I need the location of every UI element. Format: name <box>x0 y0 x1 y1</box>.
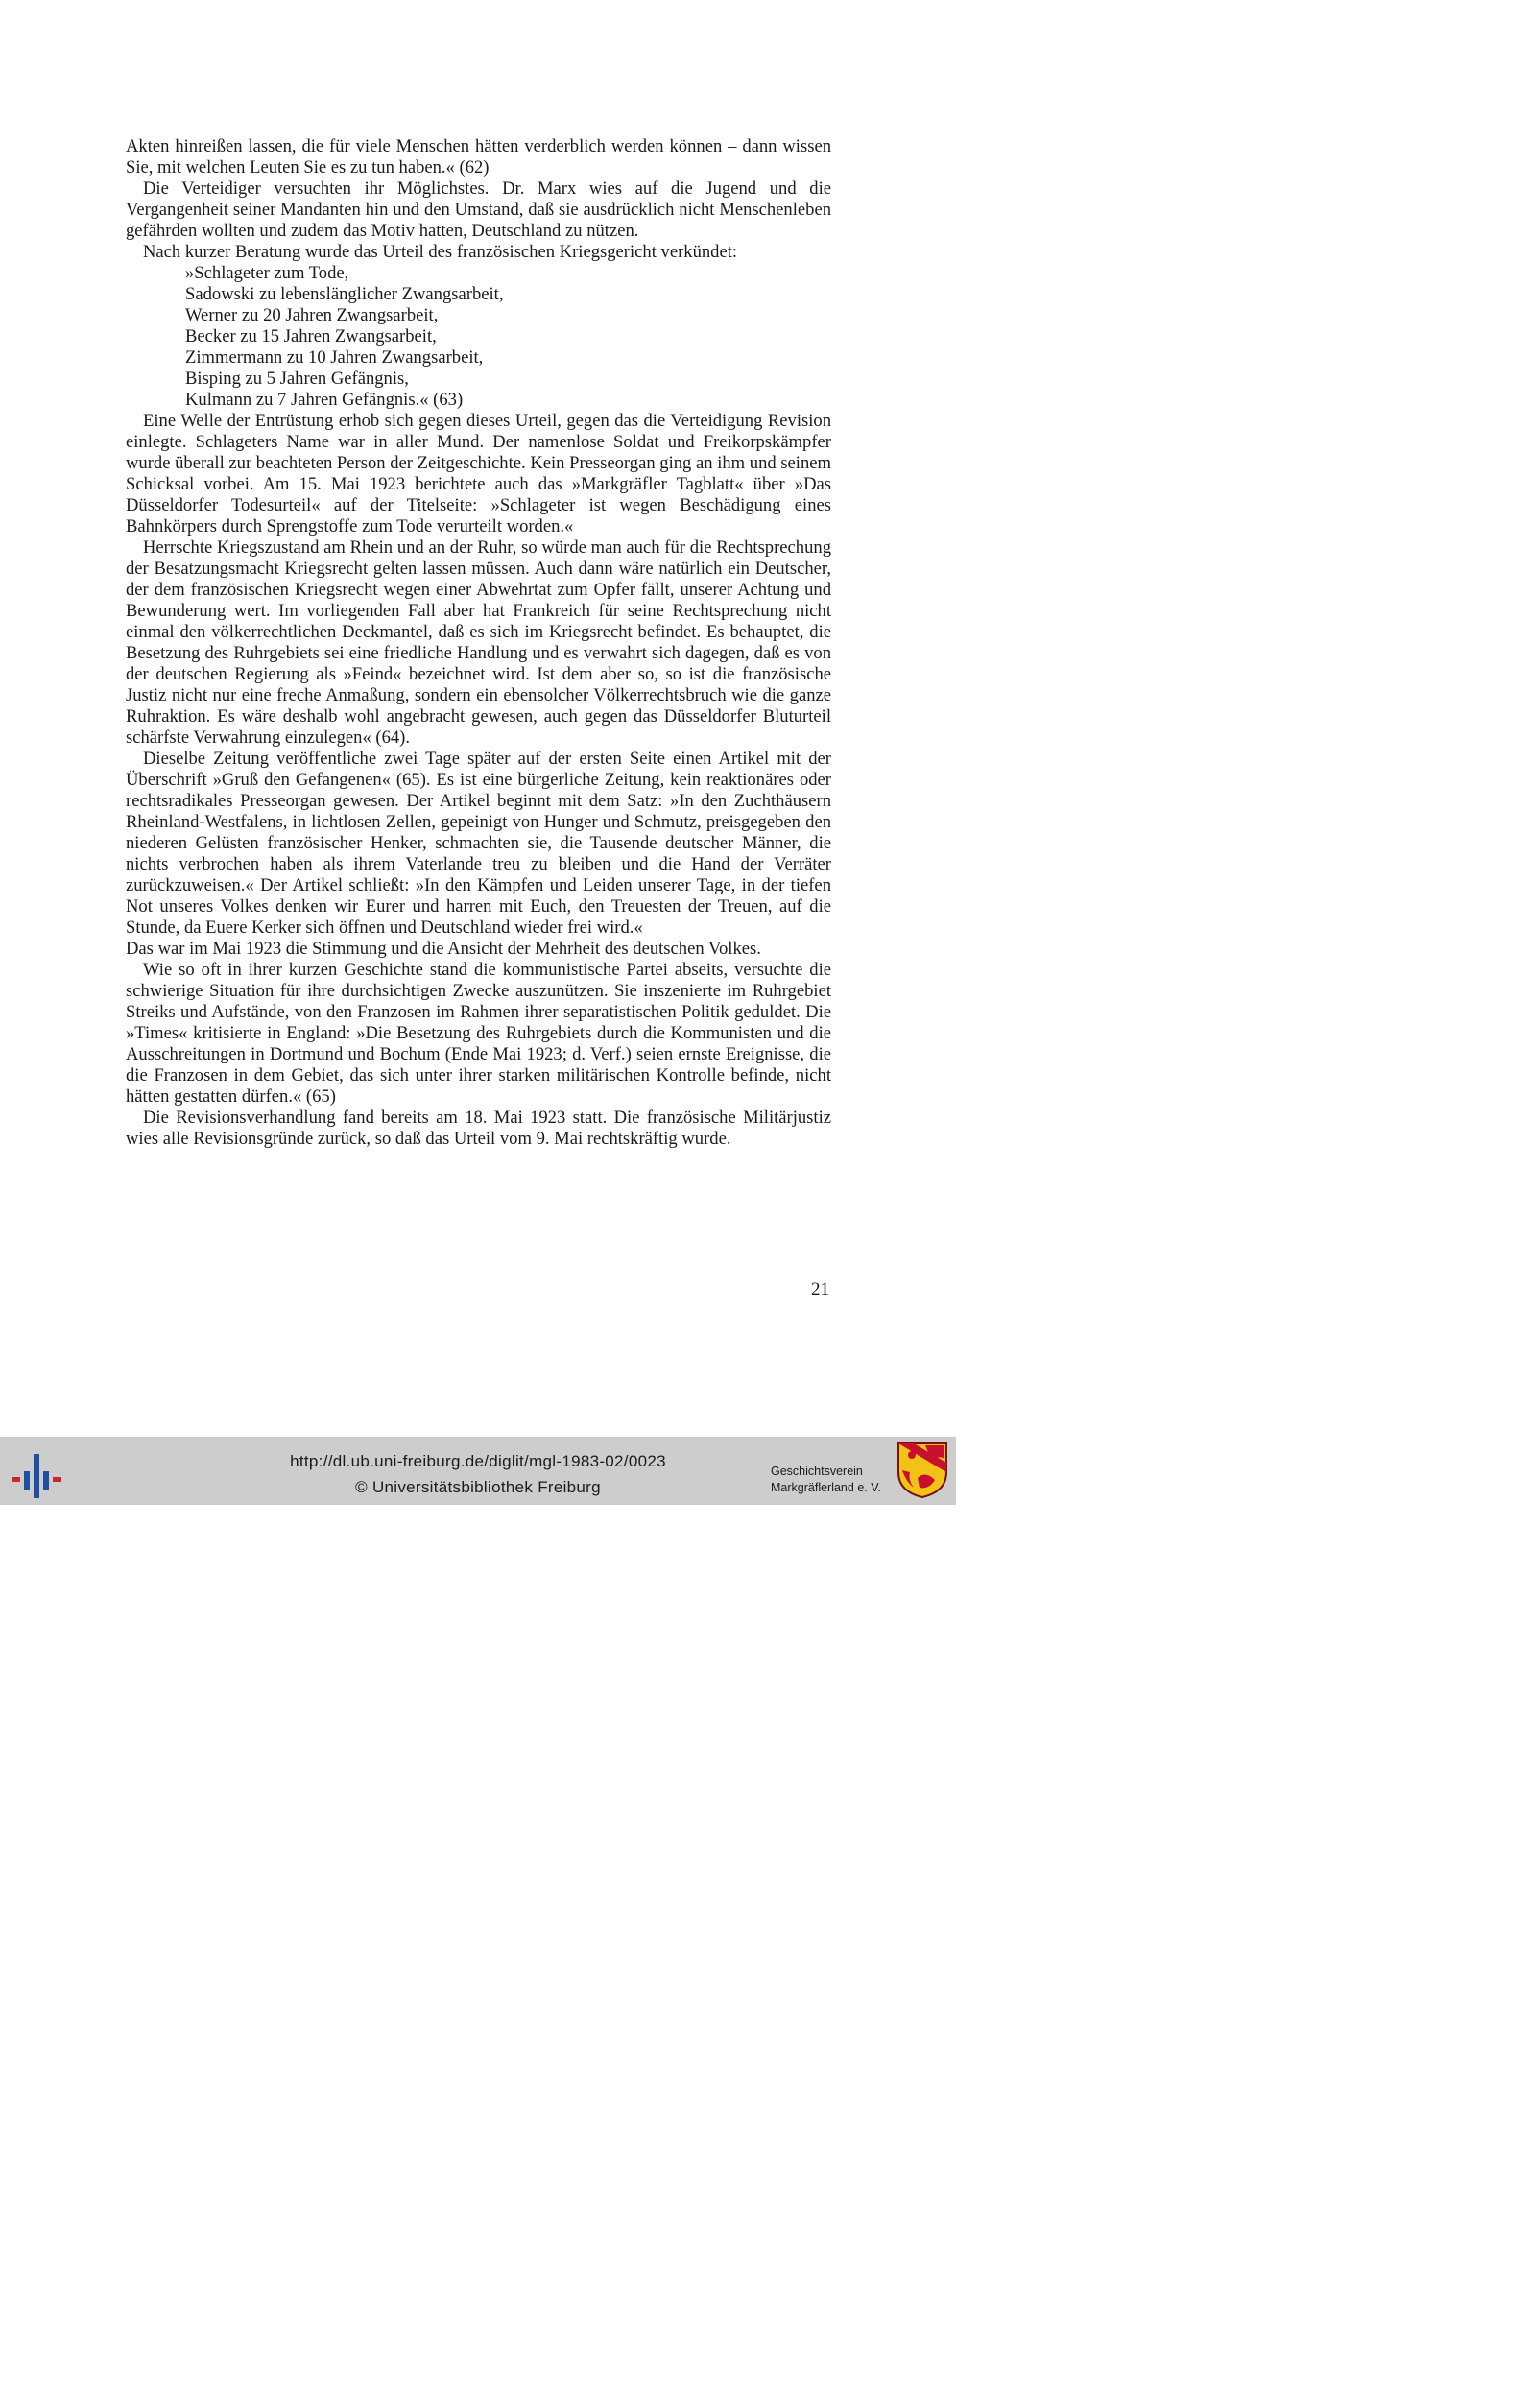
copyright-notice: © Universitätsbibliothek Freiburg <box>355 1478 601 1496</box>
verdict-line: Zimmermann zu 10 Jahren Zwangsarbeit, <box>185 347 484 368</box>
verdict-line: Werner zu 20 Jahren Zwangsarbeit, <box>185 305 439 325</box>
paragraph: Die Revisionsverhandlung fand bereits am 18. Mai 1923 statt. Die französische Militärjustiz wies alle Revisionsgründe zurück, so daß das Urteil vom 9. Mai rechtskräftig wurde. <box>126 1108 831 1149</box>
verdict-line: Becker zu 15 Jahren Zwangsarbeit, <box>185 326 437 346</box>
verdict-list <box>126 263 831 411</box>
paragraph: Wie so oft in ihrer kurzen Geschichte stand die kommunistische Partei abseits, versuchte die schwierige Situation für ihre durchsichtigen Zwecke auszunützen. Sie inszenierte im Ruhrgebiet Streiks und Aufstände, von den Franzosen im Rahmen ihrer separatistischen Politik geduldet. Die »Times« kritisierte in England: »Die Besetzung des Ruhrgebiets durch die Kommunisten und die Ausschreitungen in Dortmund und Bochum (Ende Mai 1923; d. Verf.) seien ernste Ereignisse, die die Franzosen in dem Gebiet, das sich unter ihrer starken militärischen Kontrolle befinde, nicht hätten gestatten dürfen.« (65) <box>126 960 831 1107</box>
society-name <box>771 1464 881 1496</box>
paragraph: Eine Welle der Entrüstung erhob sich gegen dieses Urteil, gegen das die Verteidigung Revision einlegte. Schlageters Name war in aller Mund. Der namenlose Soldat und Freikorpskämpfer wurde überall zur beachteten Person der Zeitgeschichte. Kein Presseorgan ging an ihm und seinem Schicksal vorbei. Am 15. Mai 1923 berichtete auch das »Markgräfler Tagblatt« über »Das Düsseldorfer Todesurteil« auf der Titelseite: »Schlageter ist wegen Beschädigung eines Bahnkörpers durch Sprengstoffe zum Tode verurteilt worden.« <box>126 411 831 536</box>
society-name-line: Geschichtsverein <box>771 1465 863 1478</box>
verdict-line: »Schlageter zum Tode, <box>185 263 349 283</box>
paragraph: Das war im Mai 1923 die Stimmung und die Ansicht der Mehrheit des deutschen Volkes. <box>126 939 761 959</box>
footer-bar <box>0 1437 956 1505</box>
paragraph: Die Verteidiger versuchten ihr Möglichstes. Dr. Marx wies auf die Jugend und die Vergangenheit seiner Mandanten hin und den Umstand, daß sie ausdrücklich nicht Menschenleben gefährden wollten und zudem das Motiv hatten, Deutschland zu nützen. <box>126 179 831 241</box>
society-name-line: Markgräflerland e. V. <box>771 1481 881 1494</box>
paragraph: Akten hinreißen lassen, die für viele Menschen hätten verderblich werden können – dann wissen Sie, mit welchen Leuten Sie es zu tun haben.« (62) <box>126 136 831 178</box>
page-number: 21 <box>811 1279 829 1299</box>
verdict-line: Bisping zu 5 Jahren Gefängnis, <box>185 369 409 389</box>
paragraph: Dieselbe Zeitung veröffentliche zwei Tage später auf der ersten Seite einen Artikel mit der Überschrift »Gruß den Gefangenen« (65). Es ist eine bürgerliche Zeitung, kein reaktionäres oder rechtsradikales Presseorgan gewesen. Der Artikel beginnt mit dem Satz: »In den Zuchthäusern Rheinland-Westfalens, in lichtlosen Zellen, gepeinigt von Hunger und Schmutz, preisgegeben den niederen Gelüsten französischer Henker, schmachten sie, die Tausende deutscher Männer, die nichts verbrochen haben als ihrem Vaterlande treu zu bleiben und die Hand der Verräter zurückzuweisen.« Der Artikel schließt: »In den Kämpfen und Leiden unserer Tage, in der tiefen Not unseres Volkes denken wir Eurer und harren mit Euch, den Treuesten der Treuen, auf die Stunde, da Euere Kerker sich öffnen und Deutschland wieder frei wird.« <box>126 749 831 938</box>
permalink[interactable]: http://dl.ub.uni-freiburg.de/diglit/mgl-1983-02/0023 <box>290 1452 666 1470</box>
paragraph: Herrschte Kriegszustand am Rhein und an der Ruhr, so würde man auch für die Rechtsprechung der Besatzungsmacht Kriegsrecht gelten lassen müssen. Auch dann wäre natürlich ein Deutscher, der dem französischen Kriegsrecht wegen einer Abwehrtat zum Opfer fällt, unserer Achtung und Bewunderung wert. Im vorliegenden Fall aber hat Frankreich für seine Rechtsprechung nicht einmal den völkerrechtlichen Deckmantel, daß es sich im Kriegsrecht befindet. Es behauptet, die Besetzung des Ruhrgebiets sei eine friedliche Handlung und es verwahrt sich dagegen, daß es von der deutschen Regierung als »Feind« bezeichnet wird. Ist dem aber so, so ist die französische Justiz nicht nur eine freche Anmaßung, sondern ein ebensolcher Völkerrechtsbruch wie die ganze Ruhraktion. Es wäre deshalb wohl angebracht gewesen, auch gegen das Düsseldorfer Bluturteil schärfste Verwahrung einzulegen« (64). <box>126 537 831 748</box>
verdict-line: Kulmann zu 7 Jahren Gefängnis.« (63) <box>185 390 464 410</box>
page-text <box>126 136 831 1150</box>
verdict-line: Sadowski zu lebenslänglicher Zwangsarbeit, <box>185 284 504 304</box>
coat-of-arms-icon[interactable] <box>896 1442 948 1499</box>
paragraph: Nach kurzer Beratung wurde das Urteil des französischen Kriegsgericht verkündet: <box>143 242 738 262</box>
